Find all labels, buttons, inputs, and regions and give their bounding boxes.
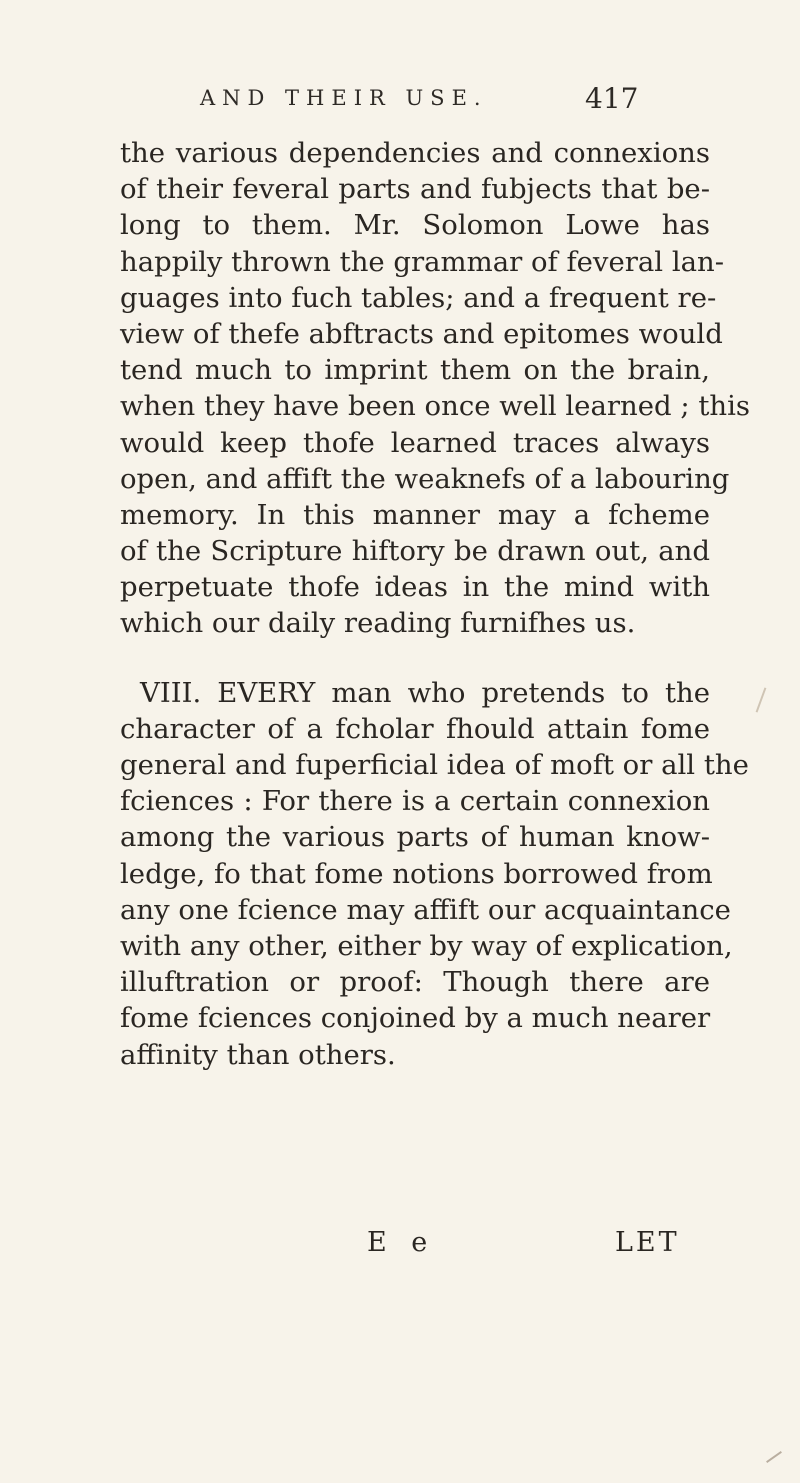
text-line: open, and affift the weaknefs of a labouring	[120, 462, 730, 495]
text-line: view of thefe abftracts and epitomes would	[120, 317, 723, 350]
text-line: guages into fuch tables; and a frequent re-	[120, 281, 717, 314]
text-line: when they have been once well learned ; this	[120, 390, 751, 423]
text-line: the various dependencies and connexions	[120, 137, 710, 169]
body-text	[120, 135, 751, 1073]
text-line: illuftration or proof: Though there are	[120, 966, 710, 999]
paragraph-2	[120, 675, 749, 1073]
paragraph-1	[120, 135, 751, 642]
paper-speck	[756, 687, 767, 712]
text-line: ledge, fo that fome notions borrowed from	[120, 857, 713, 890]
text-line: any one fcience may affift our acquaintance	[120, 893, 731, 926]
text-line: fome fciences conjoined by a much nearer	[120, 1002, 711, 1035]
text-line: which our daily reading furnifhes us.	[120, 607, 636, 640]
text-line: of the Scripture hiftory be drawn out, and	[120, 535, 710, 568]
paper-speck	[766, 1451, 782, 1463]
text-line: tend much to imprint them on the brain,	[120, 354, 710, 387]
text-line: VIII. EVERY man who pretends to the	[140, 676, 710, 709]
text-line: perpetuate thofe ideas in the mind with	[120, 571, 710, 604]
text-line: happily thrown the grammar of feveral lan-	[120, 245, 725, 278]
text-line: fciences : For there is a certain connexion	[120, 785, 710, 818]
text-line: affinity than others.	[120, 1038, 396, 1071]
text-line: of their feveral parts and fubjects that be-	[120, 173, 710, 206]
page-footer	[0, 1227, 800, 1267]
page-number: 417	[585, 82, 639, 115]
text-line: would keep thofe learned traces always	[120, 426, 710, 459]
running-head: AND THEIR USE.	[200, 86, 488, 110]
text-line: memory. In this manner may a fcheme	[120, 498, 710, 531]
signature-mark: E e	[367, 1227, 436, 1258]
page-header	[0, 76, 800, 126]
text-line: among the various parts of human know-	[120, 821, 710, 854]
text-line: long to them. Mr. Solomon Lowe has	[120, 209, 710, 242]
catchword: LET	[615, 1227, 680, 1258]
text-line: general and fuperficial idea of moft or all the	[120, 749, 749, 781]
text-line: character of a fcholar fhould attain fome	[120, 712, 710, 745]
text-line: with any other, either by way of explication,	[120, 929, 733, 962]
